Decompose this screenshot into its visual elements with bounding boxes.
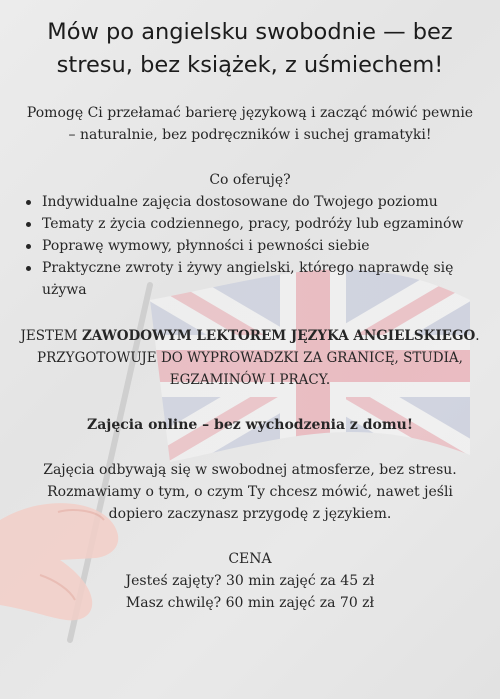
- list-item: Indywidualne zajęcia dostosowane do Twojego poziomu: [22, 191, 492, 213]
- list-item: Tematy z życia codziennego, pracy, podróży lub egzaminów: [22, 213, 492, 235]
- price-section: [0, 548, 500, 614]
- list-item: Poprawę wymowy, płynności i pewności siebie: [22, 235, 492, 257]
- list-item: Praktyczne zwroty i żywy angielski, którego naprawdę się używa: [22, 257, 492, 301]
- page-title: Mów po angielsku swobodnie — bez stresu, bez książek, z uśmiechem!: [47, 19, 453, 78]
- price-option-30: Jesteś zajęty? 30 min zajęć za 45 zł: [125, 573, 375, 589]
- lector-text: JESTEM ZAWODOWYM LEKTOREM JĘZYKA ANGIELSKIEGO. PRZYGOTOWUJE DO WYPROWADZKI ZA GRANICĘ, STUDIA, EGZAMINÓW I PRACY.: [20, 328, 480, 388]
- offer-title: Co oferuję?: [209, 172, 291, 188]
- atmosphere-text: Zajęcia odbywają się w swobodnej atmosferze, bez stresu. Rozmawiamy o tym, o czym Ty chcesz mówić, nawet jeśli dopiero zaczynasz przygodę z językiem.: [43, 462, 457, 522]
- offer-list: [22, 191, 492, 301]
- online-note: Zajęcia online – bez wychodzenia z domu!: [87, 417, 413, 433]
- price-title: CENA: [228, 551, 272, 567]
- price-option-60: Masz chwilę? 60 min zajęć za 70 zł: [125, 595, 375, 611]
- intro-text: Pomogę Ci przełamać barierę językową i zacząć mówić pewnie – naturalnie, bez podręczników i suchej gramatyki!: [26, 105, 474, 143]
